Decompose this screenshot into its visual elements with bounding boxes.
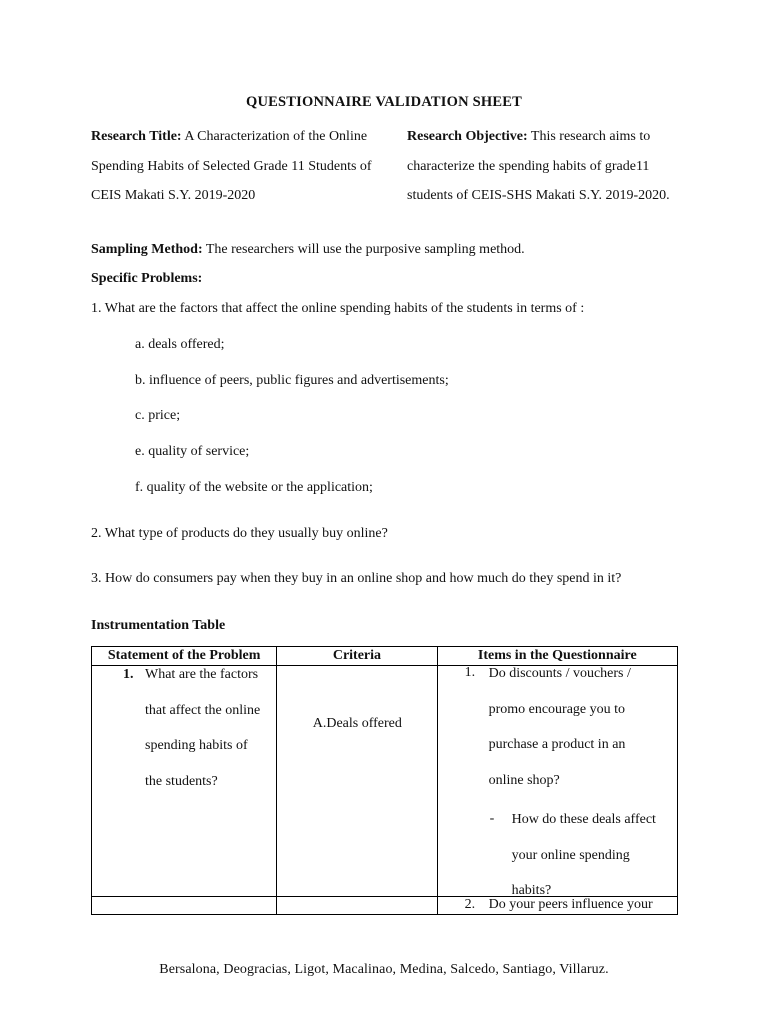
header-criteria: Criteria <box>277 647 437 666</box>
sub-item-influence: b. influence of peers, public figures and advertisements; <box>135 373 449 388</box>
specific-problems-heading: Specific Problems: <box>91 271 203 286</box>
research-objective-block <box>407 122 687 211</box>
sampling-method-label: Sampling Method: <box>91 242 203 257</box>
item-number: 1. <box>464 665 476 680</box>
item-text <box>489 656 631 798</box>
instrumentation-table <box>91 646 678 915</box>
research-objective-label: Research Objective: <box>407 129 528 144</box>
statement-cell <box>92 897 277 915</box>
problem-3: 3. How do consumers pay when they buy in an online shop and how much do they spend in it? <box>91 571 622 586</box>
item-number: 2. <box>464 897 476 912</box>
header-statement: Statement of the Problem <box>92 647 277 666</box>
criteria-text: A.Deals offered <box>312 716 402 731</box>
instrumentation-heading: Instrumentation Table <box>91 618 226 633</box>
document-title: QUESTIONNAIRE VALIDATION SHEET <box>246 94 522 110</box>
sub-item-price: c. price; <box>135 408 181 423</box>
problem-2: 2. What type of products do they usually buy online? <box>91 526 388 541</box>
statement-line: spending habits of <box>145 738 248 753</box>
sub-item-text <box>512 802 656 909</box>
sub-bullet-dash: - <box>489 811 495 826</box>
criteria-cell <box>277 897 437 915</box>
criteria-cell <box>277 666 437 897</box>
sub-item-line: your online spending <box>511 847 630 863</box>
sub-item-quality-website: f. quality of the website or the application; <box>135 480 373 495</box>
items-cell <box>437 897 677 915</box>
sampling-method <box>91 242 525 258</box>
sampling-method-text: The researchers will use the purposive sampling method. <box>205 242 525 257</box>
sub-item-line: How do these deals affect <box>511 812 656 827</box>
item-line: Do discounts / vouchers / <box>488 666 631 681</box>
statement-number: 1. <box>123 667 134 682</box>
statement-line: the students? <box>145 773 218 789</box>
item-text: Do your peers influence your <box>488 897 653 912</box>
sub-item-line: habits? <box>511 883 552 898</box>
statement-text <box>145 657 260 799</box>
sub-item-deals: a. deals offered; <box>135 337 225 352</box>
statement-cell <box>92 666 277 897</box>
research-title-label: Research Title: <box>91 129 182 144</box>
research-title-block <box>91 122 391 211</box>
table-row <box>92 666 678 897</box>
statement-line: that affect the online <box>145 702 261 718</box>
header-items: Items in the Questionnaire <box>437 647 677 666</box>
statement-line: What are the factors <box>145 667 259 682</box>
item-line: purchase a product in an <box>488 737 626 752</box>
item-line: promo encourage you to <box>488 701 626 717</box>
research-title-text: A Characterization of the Online Spending Habits of Selected Grade 11 Students of CEIS Makati S.Y. 2019-2020 <box>91 129 372 203</box>
item-line: online shop? <box>488 772 560 788</box>
problem-1: 1. What are the factors that affect the online spending habits of the students in terms of : <box>91 301 585 316</box>
sub-item-quality-service: e. quality of service; <box>135 444 250 459</box>
table-row <box>92 897 678 915</box>
items-cell <box>437 666 677 897</box>
research-objective-text: This research aims to characterize the spending habits of grade11 students of CEIS-SHS Makati S.Y. 2019-2020. <box>407 129 670 203</box>
footer-authors: Bersalona, Deogracias, Ligot, Macalinao, Medina, Salcedo, Santiago, Villaruz. <box>159 962 609 977</box>
